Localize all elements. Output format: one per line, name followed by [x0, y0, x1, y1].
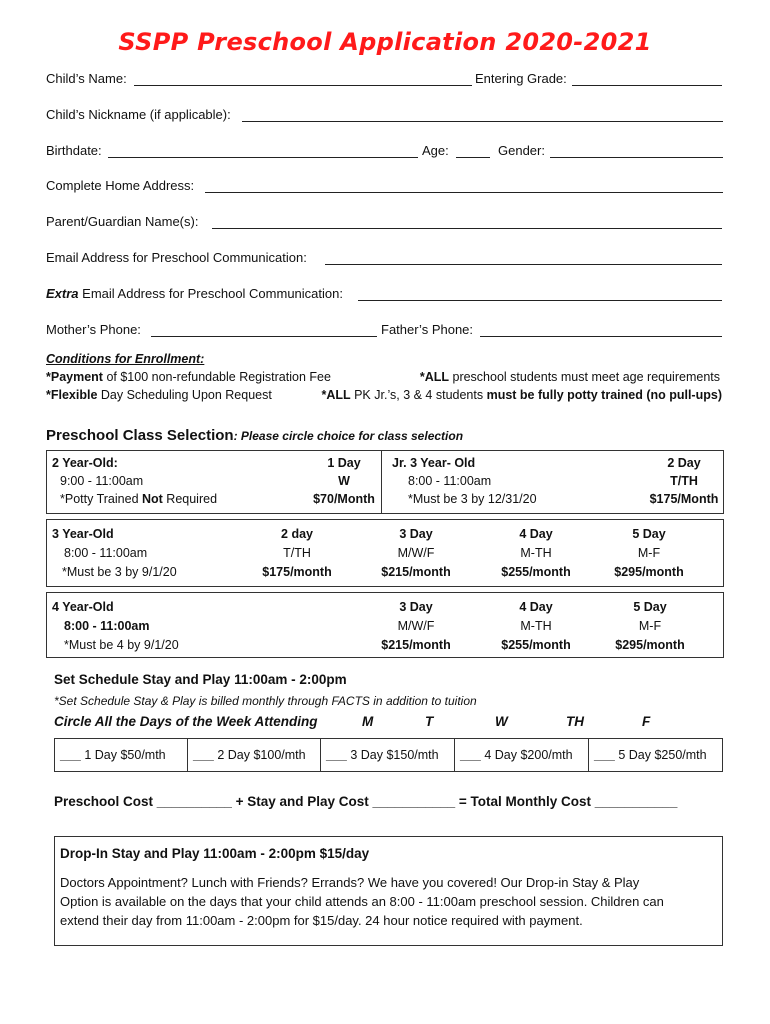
option-days: 4 Day — [519, 527, 553, 541]
class-time: 8:00 - 11:00am — [64, 546, 148, 560]
drop-in-box — [54, 836, 723, 946]
father-phone-label: Father’s Phone: — [381, 322, 474, 337]
condition-flexible — [46, 388, 272, 402]
stay-play-option-2-day[interactable] — [187, 738, 321, 772]
class-price: $70/Month — [313, 492, 375, 506]
address-label: Complete Home Address: — [46, 178, 195, 193]
option-code: M-F — [638, 619, 662, 633]
option-price: $295/month — [615, 638, 685, 652]
condition-potty — [321, 388, 722, 402]
day-w[interactable]: W — [495, 714, 508, 729]
class-option-4-year[interactable] — [46, 592, 724, 658]
class-price: $175/Month — [649, 492, 719, 506]
option-text: 2 Day $100/mth — [213, 748, 306, 762]
option-blank: ___ — [460, 748, 481, 762]
class-requirement: *Must be 3 by 12/31/20 — [408, 492, 537, 506]
option-days: 4 Day — [519, 600, 553, 614]
age-field[interactable] — [456, 157, 490, 158]
option-days: 5 Day — [633, 600, 667, 614]
extra-emphasis: Extra — [46, 286, 79, 301]
condition-payment — [46, 370, 331, 384]
mother-phone-field[interactable] — [151, 336, 377, 337]
class-option-2-year[interactable] — [46, 450, 382, 514]
guardian-label: Parent/Guardian Name(s): — [46, 214, 199, 229]
class-code: W — [338, 474, 350, 488]
condition-flexible-text: Day Scheduling Upon Request — [97, 388, 272, 402]
class-name: 2 Year-Old: — [52, 456, 118, 470]
conditions-heading: Conditions for Enrollment: — [46, 352, 205, 366]
nickname-field[interactable] — [242, 121, 723, 122]
email-field[interactable] — [325, 264, 722, 265]
address-field[interactable] — [205, 192, 723, 193]
birthdate-field[interactable] — [108, 157, 418, 158]
option-label — [326, 747, 439, 764]
entering-grade-label: Entering Grade: — [475, 71, 567, 86]
option-days: 5 Day — [632, 527, 666, 541]
condition-potty-bold1: *ALL — [321, 388, 351, 402]
option-price: $215/month — [381, 565, 451, 579]
condition-age-text: preschool students must meet age requirements — [449, 370, 720, 384]
option-code: M/W/F — [397, 546, 435, 560]
option-code: M-TH — [520, 619, 552, 633]
option-label — [460, 747, 573, 764]
extra-email-label — [46, 286, 343, 301]
age-label: Age: — [422, 143, 449, 158]
class-req-pre: *Potty Trained — [60, 492, 142, 506]
class-time: 9:00 - 11:00am — [60, 474, 144, 488]
condition-potty-text: PK Jr.’s, 3 & 4 students — [350, 388, 487, 402]
drop-in-line-1: Doctors Appointment? Lunch with Friends? Errands? We have you covered! Our Drop-in Stay & Play — [60, 875, 640, 890]
condition-potty-bold2: must be fully potty trained (no pull-ups) — [486, 388, 722, 402]
option-blank: ___ — [326, 748, 347, 762]
day-t[interactable]: T — [425, 714, 434, 729]
option-blank: ___ — [60, 748, 81, 762]
gender-label: Gender: — [498, 143, 545, 158]
option-code: M-TH — [520, 546, 552, 560]
condition-age — [420, 370, 720, 384]
monthly-cost-line[interactable]: Preschool Cost __________ + Stay and Play Cost ___________ = Total Monthly Cost ___________ — [54, 794, 678, 809]
entering-grade-field[interactable] — [572, 85, 722, 86]
option-days: 3 Day — [399, 527, 433, 541]
class-selection-heading — [46, 427, 463, 444]
option-blank: ___ — [594, 748, 615, 762]
class-days: 2 Day — [667, 456, 701, 470]
option-price: $255/month — [501, 638, 571, 652]
stay-play-option-5-day[interactable] — [588, 738, 723, 772]
class-selection-title: Preschool Class Selection — [46, 427, 234, 444]
class-req-post: Required — [162, 492, 218, 506]
class-name: 4 Year-Old — [52, 600, 114, 614]
option-text: 3 Day $150/mth — [346, 748, 439, 762]
option-days: 3 Day — [399, 600, 433, 614]
class-time: 8:00 - 11:00am — [64, 619, 150, 633]
class-name: Jr. 3 Year- Old — [392, 456, 476, 470]
class-days: 1 Day — [327, 456, 361, 470]
class-requirement — [60, 491, 217, 508]
stay-play-option-1-day[interactable] — [54, 738, 188, 772]
option-price: $295/month — [614, 565, 684, 579]
class-option-3-year[interactable] — [46, 519, 724, 587]
day-m[interactable]: M — [362, 714, 374, 729]
email-label: Email Address for Preschool Communication: — [46, 250, 307, 265]
drop-in-heading: Drop-In Stay and Play 11:00am - 2:00pm $15/day — [60, 846, 370, 861]
class-requirement: *Must be 3 by 9/1/20 — [62, 565, 177, 579]
mother-phone-label: Mother’s Phone: — [46, 322, 141, 337]
option-price: $215/month — [381, 638, 451, 652]
option-price: $175/month — [262, 565, 332, 579]
option-price: $255/month — [501, 565, 571, 579]
drop-in-line-2: Option is available on the days that your child attends an 8:00 - 11:00am preschool session. Children can — [60, 894, 664, 909]
option-blank: ___ — [193, 748, 214, 762]
drop-in-line-3: extend their day from 11:00am - 2:00pm for $15/day. 24 hour notice required with payment. — [60, 913, 583, 928]
option-text: 5 Day $250/mth — [614, 748, 707, 762]
class-requirement: *Must be 4 by 9/1/20 — [64, 638, 179, 652]
option-code: M-F — [637, 546, 661, 560]
class-option-jr-3-year[interactable] — [381, 450, 724, 514]
child-name-field[interactable] — [134, 85, 472, 86]
condition-age-bold: *ALL — [419, 370, 450, 384]
father-phone-field[interactable] — [480, 336, 722, 337]
option-label — [193, 747, 306, 764]
stay-play-note: *Set Schedule Stay & Play is billed monthly through FACTS in addition to tuition — [54, 694, 477, 708]
extra-email-label-text: Email Address for Preschool Communication: — [78, 286, 343, 301]
class-code: T/TH — [670, 474, 698, 488]
stay-play-heading: Set Schedule Stay and Play 11:00am - 2:00pm — [54, 672, 347, 687]
option-code: T/TH — [283, 546, 311, 560]
page-title: SSPP Preschool Application 2020-2021 — [118, 28, 652, 56]
guardian-field[interactable] — [212, 228, 722, 229]
child-name-label: Child’s Name: — [46, 71, 127, 86]
condition-payment-bold: *Payment — [46, 370, 103, 384]
stay-play-option-3-day[interactable] — [320, 738, 455, 772]
stay-play-option-4-day[interactable] — [454, 738, 589, 772]
extra-email-field[interactable] — [358, 300, 722, 301]
option-text: 1 Day $50/mth — [80, 748, 166, 762]
circle-days-label: Circle All the Days of the Week Attending — [54, 714, 318, 729]
birthdate-label: Birthdate: — [46, 143, 102, 158]
class-req-bold: Not — [142, 492, 163, 506]
nickname-label: Child’s Nickname (if applicable): — [46, 107, 231, 122]
day-f[interactable]: F — [642, 714, 651, 729]
condition-flexible-bold: *Flexible — [46, 388, 98, 402]
option-label — [594, 747, 707, 764]
class-selection-note: : Please circle choice for class selection — [233, 429, 464, 443]
class-name: 3 Year-Old — [52, 527, 114, 541]
gender-field[interactable] — [550, 157, 723, 158]
option-code: M/W/F — [397, 619, 435, 633]
condition-payment-text: of $100 non-refundable Registration Fee — [102, 370, 331, 384]
option-label — [60, 747, 166, 764]
day-th[interactable]: TH — [566, 714, 584, 729]
option-text: 4 Day $200/mth — [480, 748, 573, 762]
class-time: 8:00 - 11:00am — [408, 474, 492, 488]
option-days: 2 day — [281, 527, 313, 541]
